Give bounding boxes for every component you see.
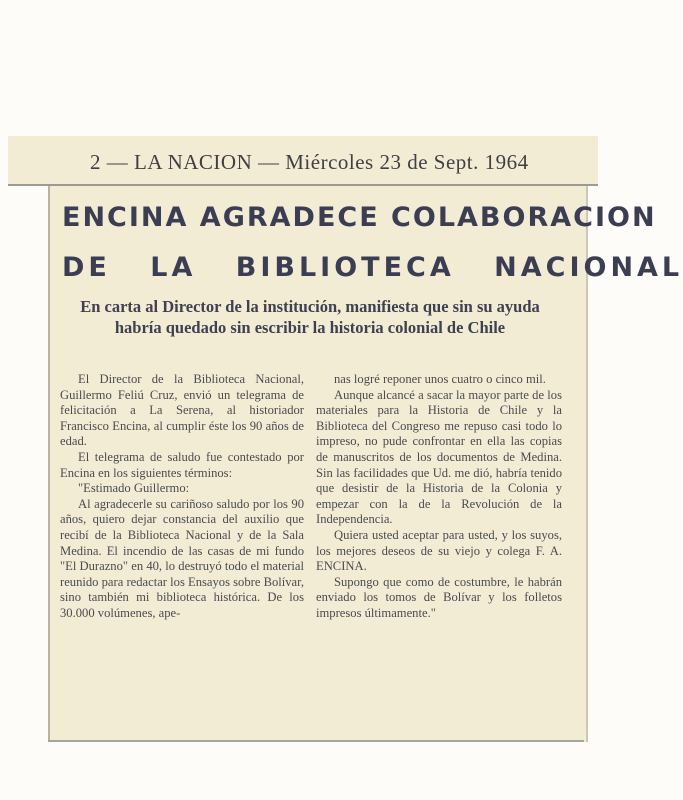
newspaper-clipping	[48, 186, 683, 742]
clipping-bottom-edge	[48, 740, 584, 742]
paragraph: Quiera usted aceptar para usted, y los suyos, los mejores deseos de su viejo y colega F. A. ENCINA.	[316, 527, 562, 574]
masthead-text: 2 — LA NACION — Miércoles 23 de Sept. 1964	[90, 150, 529, 174]
paragraph: Al agradecerle su cariñoso saludo por los 90 años, quiero dejar constancia del auxilio que recibí de la Biblioteca Nacional y de la Sala Medina. El incendio de las casas de mi fundo "El Durazno" en 40, lo destruyó todo el material reunido para redactar los Ensayos sobre Bolívar, sino también mi biblioteca histórica. De los 30.000 volúmenes, ape-	[60, 496, 304, 620]
subheadline: En carta al Director de la institución, manifiesta que sin su ayuda habría quedado sin escribir la historia colonial de Chile	[80, 297, 540, 337]
article-column-left	[60, 372, 304, 622]
paragraph: "Estimado Guillermo:	[78, 481, 190, 496]
headline-line-1: ENCINA AGRADECE COLABORACION	[62, 202, 657, 233]
headline-line-2: DE LA BIBLIOTECA NACIONAL	[62, 252, 683, 283]
paragraph: nas logré reponer unos cuatro o cinco mil.	[334, 372, 546, 386]
paragraph: Supongo que como de costumbre, le habrán enviado los tomos de Bolívar y los folletos impresos últimamente."	[316, 574, 562, 620]
paragraph: Aunque alcancé a sacar la mayor parte de los materiales para la Historia de Chile y la Biblioteca del Congreso me repuso casi todo lo impreso, no pude confrontar en ella las copias de manuscritos de los documentos de Medina. Sin las facilidades que Ud. me dió, habría tenido que desistir de la Historia de la Colonia y empezar con la de la Revolución de la Independencia.	[316, 387, 562, 527]
paragraph: El Director de la Biblioteca Nacional, Guillermo Feliú Cruz, envió un telegrama de felicitación a La Serena, al historiador Francisco Encina, al cumplir éste los 90 años de edad.	[60, 372, 304, 449]
article-column-right	[316, 372, 562, 622]
newspaper-masthead	[8, 136, 598, 186]
paragraph: El telegrama de saludo fue contestado por Encina en los siguientes términos:	[60, 449, 304, 480]
